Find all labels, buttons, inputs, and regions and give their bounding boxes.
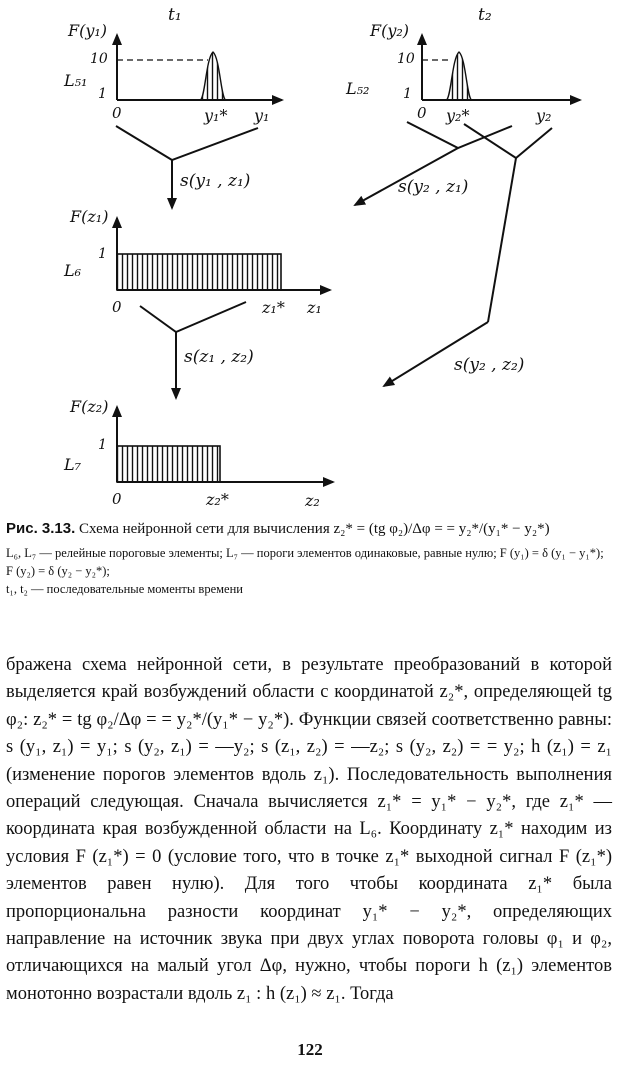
page-number: 122	[297, 1040, 323, 1059]
panel-y1-tick-1: 1	[98, 86, 107, 102]
caption-label: Рис. 3.13.	[6, 520, 76, 537]
figure-caption	[6, 518, 612, 598]
panel-y2-peak	[446, 52, 472, 100]
panel-z1-edge-label: z₁*	[262, 298, 285, 317]
panel-z1-axis-label: z₁	[307, 298, 322, 317]
caption-note-2: t₁, t₂ — последовательные моменты времени	[6, 582, 243, 596]
panel-y2-axis-label: y₂	[536, 106, 552, 125]
panel-z2-axis-label: z₂	[305, 491, 320, 510]
connection-s-y2-z2-arrow	[488, 158, 516, 322]
panel-z2-ylabel: F(z₂)	[70, 397, 109, 416]
caption-title-line	[6, 518, 612, 540]
time-label-t2: t₂	[478, 5, 492, 25]
connection-s-z1-z2-lines	[140, 302, 246, 332]
panel-z2-element-label: L₇	[64, 455, 82, 474]
panel-z2-edge-label: z₂*	[206, 490, 229, 509]
caption-note-1: L₆, L₇ — релейные пороговые элементы; L₇ — пороги элементов одинаковые, равные нулю; F (y₁) = δ (y₁ − y₁*); F (y₂) = δ (y₂ − y₂*);	[6, 546, 604, 578]
connection-s-y1-z1	[116, 126, 258, 208]
panel-y2-peak-label: y₂*	[446, 106, 470, 125]
panel-z2-tick-1: 1	[98, 437, 107, 453]
body-paragraph: бражена схема нейронной сети, в результате преобразований в которой выделяется край возбуждений области с координатой z₂*, определяющей tg φ₂: z₂* = tg φ₂/Δφ = = y₂*/(y₁* − y₂*). Функции связей соответственно равны: s (y₁, z₁) = y₁; s (y₂, z₁) = —y₂; s (z₁, z₂) = —z₂; s (y₂, z₂) = = y₂; h (z₁) = z₁ (изменение порогов элементов вдоль z₁). Последовательность выполнения операций следующая. Сначала вычисляется z₁* = y₁* − y₂*, где z₁* — координата края возбужденной области на L₆. Координату z₁* находим из условия F (z₁*) = 0 (условие того, что в точке z₁* выходной сигнал F (z₁*) элементов равен нулю). Для того чтобы координата z₁* была пропорциональна разности координат y₁* − y₂*, определяющих направление на источник звука при двух углах поворота головы φ₁ и φ₂, отличающихся на малый угол Δφ, нужно, чтобы пороги h (z₁) элементов монотонно возрастали вдоль z₁ : h (z₁) ≈ z₁. Тогда	[6, 655, 612, 1004]
panel-y1-element-label: L₅₁	[64, 71, 88, 90]
neural-network-figure	[0, 0, 620, 515]
panel-y1-peak	[200, 52, 226, 100]
panel-y2-ylabel: F(y₂)	[370, 21, 410, 40]
panel-y2-tick-1: 1	[403, 86, 412, 102]
connection-s-y2-z2-arrow-tail	[384, 322, 488, 386]
connection-s-y2-z2	[384, 124, 552, 386]
panel-z1-origin: 0	[112, 298, 122, 316]
time-label-t1: t₁	[168, 5, 182, 25]
panel-y1-peak-label: y₁*	[204, 106, 228, 125]
connection-s-z1-z2-label: s(z₁ , z₂)	[184, 347, 254, 367]
panel-z1-element-label: L₆	[64, 261, 82, 280]
panel-y1-ylabel: F(y₁)	[68, 21, 108, 40]
panel-z2	[63, 397, 333, 510]
connection-s-y1-z1-label: s(y₁ , z₁)	[180, 171, 251, 191]
panel-z2-active-region	[117, 446, 220, 482]
panel-y1-axis-label: y₁	[254, 106, 270, 125]
panel-z1	[63, 207, 330, 317]
connection-s-y2-z1	[355, 122, 512, 205]
panel-y1	[63, 21, 282, 125]
panel-y2-origin: 0	[417, 104, 427, 122]
connection-s-y1-z1-lines	[116, 126, 258, 160]
panel-z1-active-region	[117, 254, 281, 290]
connection-s-z1-z2	[140, 302, 254, 398]
panel-y2-tick-10: 10	[397, 51, 415, 67]
panel-y1-origin: 0	[112, 104, 122, 122]
connection-s-y2-z2-label: s(y₂ , z₂)	[454, 355, 525, 375]
connection-s-y2-z1-label: s(y₂ , z₁)	[398, 177, 469, 197]
caption-title: Схема нейронной сети для вычисления z₂* = (tg φ₂)/Δφ = = y₂*/(y₁* − y₂*)	[79, 521, 550, 537]
panel-z2-origin: 0	[112, 490, 122, 508]
panel-y2-element-label: L₅₂	[346, 79, 370, 98]
panel-y2	[345, 21, 580, 125]
panel-z1-ylabel: F(z₁)	[70, 207, 109, 226]
panel-y1-tick-10: 10	[90, 51, 108, 67]
panel-z1-tick-1: 1	[98, 246, 107, 262]
